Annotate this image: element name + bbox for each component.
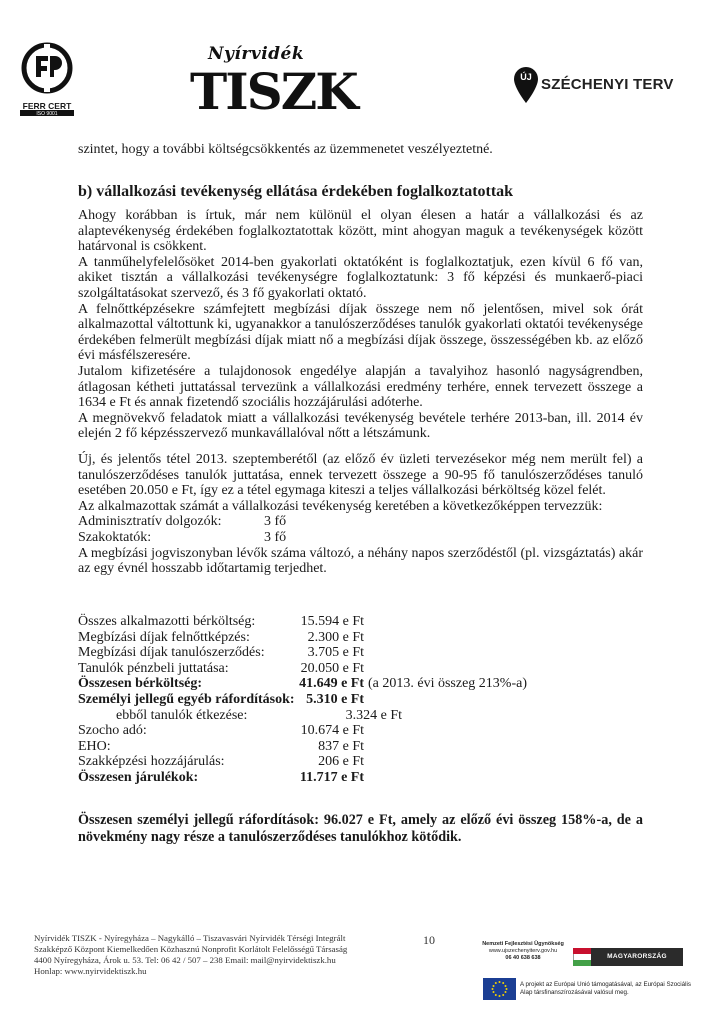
footer-address [34,933,414,977]
cost-row [78,692,643,708]
nfu-line: 06 40 638 638 [505,955,541,961]
cost-label: Megbízási díjak tanulószerződés: [78,645,265,661]
cost-row [78,770,643,786]
section-heading: b) vállalkozási tevékenység ellátása érdekében foglalkoztatottak [78,183,514,200]
tiszk-top-label: Nyírvidék [208,44,305,64]
cost-row [78,630,643,646]
cost-label: Személyi jellegű egyéb ráfordítások: [78,691,295,707]
nfu-line: Nemzeti Fejlesztési Ügynökség [482,941,564,947]
cost-row [78,614,643,630]
cost-row [78,739,643,755]
cost-label: Összesen bérköltség: [78,676,203,692]
cost-value: 11.717 e Ft [299,769,364,785]
cost-label: Összes alkalmazotti bérköltség: [78,614,256,629]
cost-value: 41.649 e Ft [299,676,364,692]
paragraph-block-2 [78,452,643,577]
paragraph: A megbízási jogviszonyban lévők száma változó, a néhány napos szerződéstől (pl. vizsgáztatás) akár az egy évnél hosszabb időtartamig terjedhet. [78,545,643,577]
ferracert-sub: ISO 9001 [36,111,58,117]
staff-row [78,530,643,546]
cost-label: ebből tanulók étkezése: [116,707,248,723]
cost-label: Összesen járulékok: [78,769,199,785]
cost-label: Tanulók pénzbeli juttatása: [78,660,229,676]
intro-text: szintet, hogy a további költségcsökkentés az üzemmenetet veszélyeztetné. [78,142,493,157]
cost-row [78,676,643,692]
cost-value: 10.674 e Ft [300,723,364,739]
footer-line: Nyírvidék TISZK - Nyíregyháza – Nagykálló – Tiszavasvári Nyírvidék Térségi Integrált [34,933,346,943]
szechenyi-label: SZÉCHENYI TERV [541,76,674,93]
tiszk-logo [180,36,357,128]
staff-value: 3 fő [264,529,287,545]
cost-value: 837 e Ft [318,738,364,754]
paragraph: Az alkalmazottak számát a vállalkozási tevékenység keretében a következőképpen tervezzük: [78,498,603,514]
nfu-info [478,941,568,962]
cost-value: 3.324 e Ft [345,707,402,723]
staff-label: Szakoktatók: [78,529,152,545]
cost-value: 206 e Ft [318,754,364,770]
ferracert-label: FERR CERT [22,101,72,111]
paragraph: Új, és jelentős tétel 2013. szeptemberétől (az előző év üzleti tervezésekor még nem merült fel) a tanulószerződéses tanulók juttatása, ennek tervezett összege a 90-95 fő tanulószerződéses tanuló esetében 20.050 e Ft, így ez a tétel egymaga kiteszi a teljes vállalkozási bérköltség közel felét. [78,452,643,499]
cost-label: Szakképzési hozzájárulás: [78,754,225,770]
cost-value: 3.705 e Ft [307,645,364,661]
cost-value: 5.310 e Ft [306,691,364,707]
szechenyi-badge: ÚJ [520,72,532,82]
hungary-flag-banner [573,948,683,978]
paragraph: A megnövekvő feladatok miatt a vállalkozási tevékenység bevétele terhére 2013-ban, ill. 2014 év elején 2 fő képzésszervező munkavállalóval nőtt a létszámunk. [78,410,643,442]
eu-flag-icon [483,978,516,1000]
page-number: 10 [423,933,435,947]
staff-label: Adminisztratív dolgozók: [78,514,222,530]
footer-line: 4400 Nyíregyháza, Árok u. 53. Tel: 06 42 / 507 – 238 Email: mail@nyirvidektiszk.hu [34,955,336,965]
summary-text: Összesen személyi jellegű ráfordítások: 96.027 e Ft, amely az előző évi összeg 158%-a, de a növekmény nagy része a tanulószerződéses tanulókhoz kötődik. [78,812,643,845]
cost-row [78,754,643,770]
footer-line: Honlap: www.nyirvidektiszk.hu [34,966,147,976]
cost-value: 15.594 e Ft [300,614,364,629]
hu-flag-text: MAGYARORSZÁG MEGÚJUL [591,948,683,966]
cost-row [78,723,643,739]
staff-value: 3 fő [264,514,287,530]
cost-label: EHO: [78,738,111,754]
cost-row [78,645,643,661]
cost-value: 20.050 e Ft [300,660,364,676]
footer-line: Szakképző Központ Kiemelkedően Közhasznú Nonprofit Korlátolt Felelősségű Társaság [34,944,348,954]
cost-label: Szocho adó: [78,723,147,739]
flag-icon [573,948,591,966]
cost-row [78,661,643,677]
paragraph: A felnőttképzésekre számfejtett megbízási díjak összege nem nő jelentősen, mivel sok órát alkalmazottal váltottunk ki, ugyanakkor a tanulószerződéses tanulók gyakorlati oktatói tevékenysége érdekében felmerült megbízási díjak miatt nő a megbízási díjak összege, összességében kb. az előző évi másfélszeresére. [78,301,643,364]
cost-value: 2.300 e Ft [307,629,364,645]
eu-support-text: A projekt az Európai Unió támogatásával, az Európai Szociális Alap társfinanszírozásával valósul meg. [520,981,691,996]
cost-row [78,708,643,724]
nfu-line: www.ujszechenyiterv.gov.hu [488,948,558,954]
cost-table [78,614,643,786]
paragraph-block-1 [78,208,643,442]
paragraph: Jutalom kifizetésére a tulajdonosok engedélye alapján a tavalyihoz hasonló nagyságrendben, átlagosan kétheti juttatással tervezünk a vállalkozási eredmény terhére, ennek tervezett összege a 1634 e Ft és annak fizetendő szociális hozzájárulási adóterhe. [78,363,643,411]
paragraph: A tanműhelyfelelősöket 2014-ben gyakorlati oktatóként is foglalkoztatjuk, ezen kívül 6 fő van, akiket tisztán a vállalkozási tevékenységre foglalkoztatunk: 3 fő képzési és munkaerő-piaci szolgáltatásokat szervező, és 3 fő gyakorlati oktató. [78,254,643,301]
staff-row [78,514,643,530]
paragraph: Ahogy korábban is írtuk, már nem különül el olyan élesen a határ a vállalkozási és az alaptevékenység érdekében foglalkoztatottak között, mint ahogyan maguk a tevékenységek között határvonal is csökkent. [78,208,643,255]
tiszk-main-label: TISZK [190,62,357,121]
cost-note: (a 2013. évi összeg 213%-a) [368,676,528,692]
cost-label: Megbízási díjak felnőttképzés: [78,629,250,645]
